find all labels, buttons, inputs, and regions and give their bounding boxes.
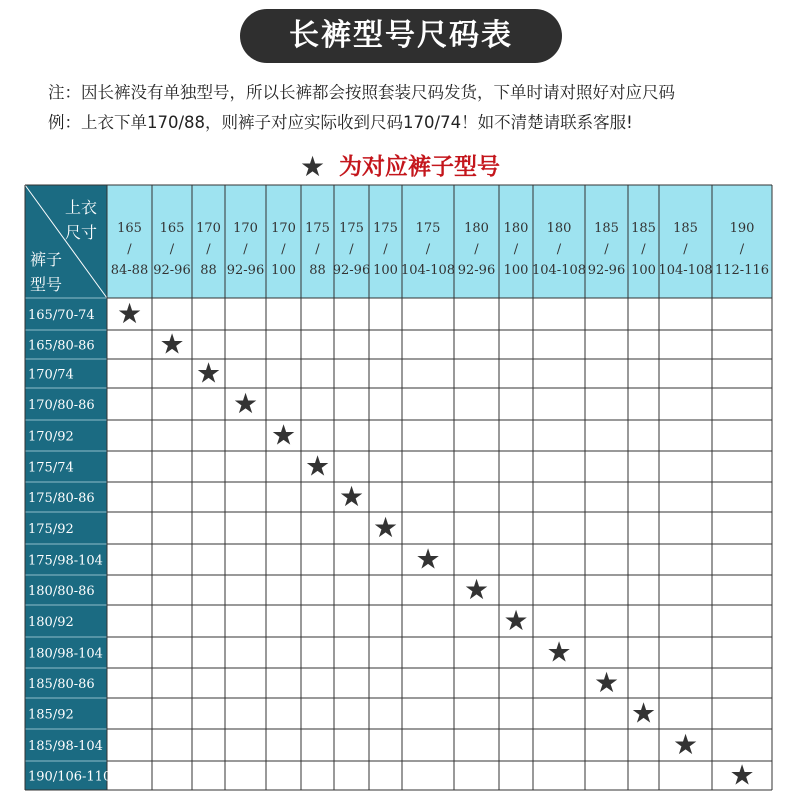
row-header-label: 165/70-74 bbox=[28, 308, 95, 323]
column-header-label: 104-108 bbox=[400, 263, 456, 278]
row-header-label: 190/106-110 bbox=[28, 769, 112, 785]
column-header-label: 88 bbox=[200, 263, 217, 278]
column-header-label: 104-108 bbox=[658, 263, 713, 278]
column-header-label: 112-116 bbox=[714, 263, 770, 278]
star-mark: ★ bbox=[116, 297, 143, 330]
row-header-label: 175/92 bbox=[28, 522, 74, 537]
column-header-label: 100 bbox=[373, 263, 398, 278]
column-header-label: 175 bbox=[415, 221, 441, 236]
column-header-label: 185 bbox=[673, 221, 698, 236]
column-header-label: / bbox=[206, 242, 211, 257]
star-mark: ★ bbox=[232, 387, 259, 420]
row-header-label: 180/80-86 bbox=[28, 584, 95, 599]
column-header-label: 92-96 bbox=[153, 263, 191, 278]
column-header-label: 100 bbox=[503, 263, 529, 278]
star-mark: ★ bbox=[270, 418, 297, 452]
row-header-label: 170/92 bbox=[28, 429, 74, 445]
column-header-label: 100 bbox=[631, 263, 656, 278]
column-header-label: 180 bbox=[464, 221, 489, 236]
column-header-label: / bbox=[315, 242, 320, 257]
column-header-label: 170 bbox=[271, 221, 296, 236]
column-header-label: / bbox=[243, 242, 248, 257]
star-mark: ★ bbox=[672, 728, 699, 761]
column-header-label: / bbox=[474, 242, 479, 257]
column-header-label: 170 bbox=[196, 221, 221, 236]
corner-label: 尺寸 bbox=[64, 223, 98, 242]
column-header-label: 165 bbox=[159, 221, 185, 236]
star-mark: ★ bbox=[159, 327, 185, 361]
row-header-label: 175/74 bbox=[28, 460, 74, 476]
column-header-label: 104-108 bbox=[531, 263, 587, 278]
row-header-label: 165/80-86 bbox=[28, 338, 95, 354]
row-header-label: 180/98-104 bbox=[28, 646, 103, 662]
row-header-label: 185/80-86 bbox=[28, 677, 95, 692]
column-header-label: 180 bbox=[503, 221, 529, 236]
column-header-label: 175 bbox=[305, 221, 330, 236]
star-mark: ★ bbox=[593, 666, 620, 699]
column-header-label: 92-96 bbox=[332, 263, 371, 278]
star-mark: ★ bbox=[630, 696, 657, 730]
column-header-label: 88 bbox=[309, 263, 326, 278]
corner-label: 上衣 bbox=[64, 198, 98, 217]
column-header-label: / bbox=[281, 242, 286, 257]
column-header-label: 170 bbox=[233, 221, 258, 236]
star-mark: ★ bbox=[546, 635, 572, 669]
row-header-label: 180/92 bbox=[28, 615, 74, 630]
note-line-2: 例：上衣下单170/88，则裤子对应实际收到尺码170/74！如不清楚请联系客服! bbox=[48, 113, 633, 132]
column-header-label: 165 bbox=[117, 221, 142, 236]
corner-label: 裤子 bbox=[29, 250, 63, 269]
column-header-label: 92-96 bbox=[587, 263, 626, 278]
star-mark: ★ bbox=[415, 542, 441, 576]
column-header-label: 185 bbox=[594, 221, 619, 236]
star-mark: ★ bbox=[304, 449, 331, 483]
column-header-label: / bbox=[349, 242, 354, 257]
column-header-label: / bbox=[683, 242, 688, 257]
column-header-label: / bbox=[425, 242, 431, 257]
column-header-label: 175 bbox=[339, 221, 364, 236]
column-header-label: / bbox=[169, 242, 175, 257]
star-mark: ★ bbox=[463, 573, 490, 606]
column-header-label: / bbox=[641, 242, 646, 257]
column-header-label: 100 bbox=[271, 263, 296, 278]
row-header-label: 175/80-86 bbox=[28, 491, 95, 506]
row-header-label: 170/74 bbox=[28, 367, 74, 383]
row-header-label: 185/92 bbox=[28, 707, 74, 723]
star-mark: ★ bbox=[729, 758, 755, 792]
row-header-label: 170/80-86 bbox=[28, 398, 95, 413]
column-header-label: 92-96 bbox=[457, 263, 496, 278]
column-header-label: 92-96 bbox=[226, 263, 265, 278]
column-header-label: 180 bbox=[546, 221, 572, 236]
column-header-label: / bbox=[383, 242, 388, 257]
star-mark: ★ bbox=[338, 480, 365, 513]
column-header-label: 84-88 bbox=[110, 263, 149, 278]
star-mark: ★ bbox=[372, 511, 399, 544]
column-header-label: / bbox=[604, 242, 609, 257]
note-line-1: 注：因长裤没有单独型号，所以长裤都会按照套装尺码发货，下单时请对照好对应尺码 bbox=[48, 83, 675, 102]
column-header-label: 190 bbox=[729, 221, 755, 236]
column-header-label: / bbox=[556, 242, 562, 257]
column-header-label: 175 bbox=[373, 221, 398, 236]
star-mark: ★ bbox=[195, 356, 222, 390]
column-header-label: 185 bbox=[631, 221, 656, 236]
corner-label: 型号 bbox=[29, 275, 63, 294]
star-mark: ★ bbox=[503, 604, 529, 637]
legend-text: 为对应裤子型号 bbox=[339, 154, 501, 180]
column-header-label: / bbox=[739, 242, 745, 257]
page-title: 长裤型号尺码表 bbox=[240, 9, 562, 63]
star-icon: ★ bbox=[299, 150, 326, 183]
row-header-label: 185/98-104 bbox=[28, 739, 103, 754]
row-header-label: 175/98-104 bbox=[28, 553, 103, 569]
column-header-label: / bbox=[127, 242, 132, 257]
column-header-label: / bbox=[513, 242, 519, 257]
